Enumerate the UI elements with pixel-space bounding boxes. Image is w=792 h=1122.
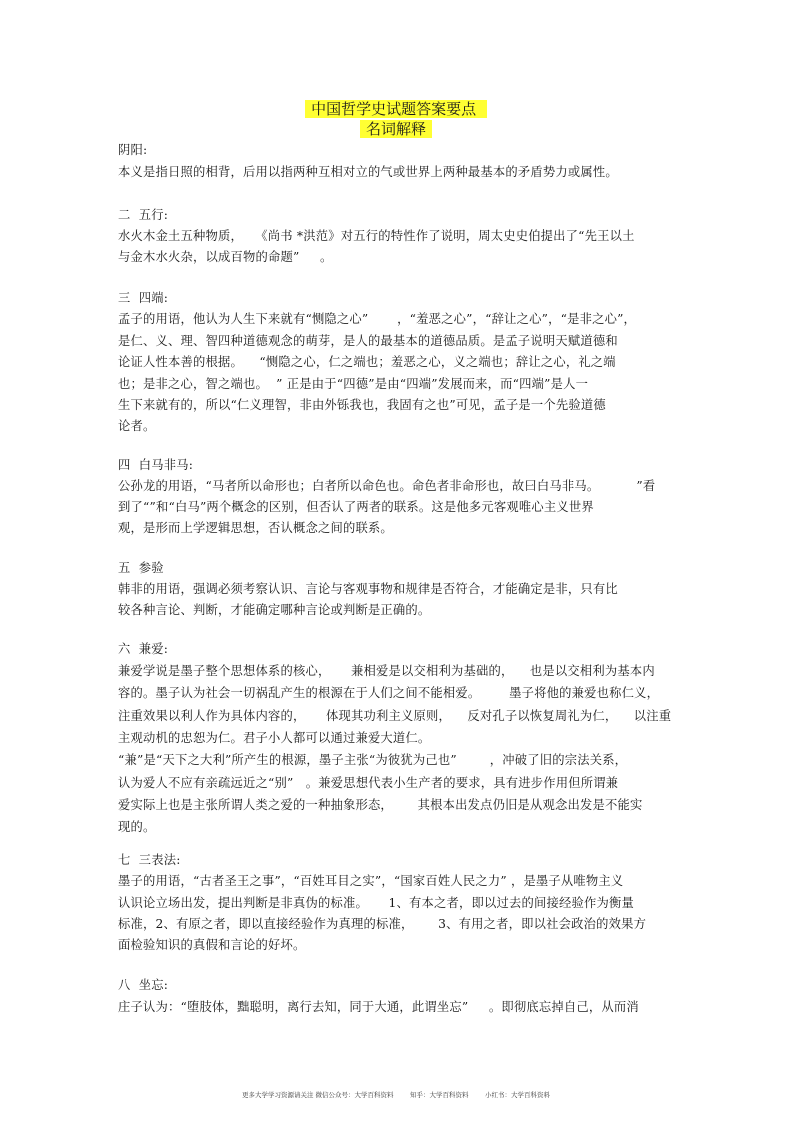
paragraph-line: 爱实际上也是主张所谓人类之爱的一种抽象形态， 其根本出发点仍旧是从观念出发是不能实 — [118, 798, 643, 812]
section-heading: 六 兼爱: — [118, 642, 169, 656]
paragraph-line: 是仁、义、理、智四种道德观念的萌芽，是人的最基本的道德品质。是孟子说明天赋道德和 — [118, 334, 618, 348]
paragraph-line: 与金木水火杂，以成百物的命题” 。 — [118, 250, 333, 264]
section-heading: 三 四端: — [118, 291, 169, 305]
paragraph-line: 论证人性本善的根据。 “恻隐之心，仁之端也；羞恶之心，义之端也；辞让之心，礼之端 — [118, 355, 616, 369]
paragraph-line: 主观动机的忠恕为仁。君子小人都可以通过兼爱大道仁。 — [118, 731, 431, 745]
paragraph-line: 认识论立场出发，提出判断是非真伪的标准。 1、有本之者，即以过去的间接经验作为衡量 — [118, 896, 634, 910]
paragraph-line: 较各种言论、判断，才能确定哪种言论或判断是正确的。 — [118, 603, 431, 617]
paragraph-line: 也；是非之心，智之端也。 ” 正是由于“四德”是由“四端”发展而来，而“四端”是人一 — [118, 377, 589, 391]
section-heading: 四 白马非马: — [118, 458, 194, 472]
page-footer: 更多大学学习资源请关注 微信公众号：大学百科资料 知乎：大学百科资料 小红书：大学百科资料 — [241, 1091, 551, 1099]
document-subtitle-wrap — [0, 118, 792, 139]
section-heading: 阴阳: — [118, 143, 148, 157]
paragraph-line: 论者。 — [118, 419, 156, 433]
paragraph-line: 墨子的用语，“古者圣王之事”，“百姓耳目之实”，“国家百姓人民之力” ，是墨子从唯物主义 — [118, 874, 624, 888]
paragraph-line: 本义是指日照的相背，后用以指两种互相对立的气或世界上两种最基本的矛盾势力或属性。 — [118, 165, 618, 179]
section-heading: 五 参验 — [118, 561, 164, 575]
paragraph-line: 标准，2、有原之者，即以直接经验作为真理的标准， 3、有用之者，即以社会政治的效果方 — [118, 917, 647, 931]
paragraph-line: 认为爱人不应有亲疏远近之“别” 。兼爱思想代表小生产者的要求，具有进步作用但所谓兼 — [118, 776, 619, 790]
document-subtitle: 名词解释 — [360, 120, 432, 138]
document-title: 中国哲学史试题答案要点 — [305, 100, 487, 118]
paragraph-line: 兼爱学说是墨子整个思想体系的核心， 兼相爱是以交相利为基础的， 也是以交相利为基本内 — [118, 664, 655, 678]
section-heading: 二 五行: — [118, 208, 169, 222]
paragraph-line: 到了“”和“白马”两个概念的区别，但否认了两者的联系。这是他多元客观唯心主义世界 — [118, 500, 594, 514]
paragraph-line: 孟子的用语，他认为人生下来就有“恻隐之心” ，“羞恶之心”，“辞让之心”，“是非之心”， — [118, 312, 637, 326]
paragraph-line: 公孙龙的用语，“马者所以命形也；白者所以命色也。命色者非命形也，故曰白马非马。 ”看 — [118, 479, 656, 493]
paragraph-line: 注重效果以利人作为具体内容的， 体现其功利主义原则， 反对孔子以恢复周礼为仁， 以注重 — [118, 709, 672, 723]
section-heading: 七 三表法: — [118, 853, 181, 867]
paragraph-line: 生下来就有的，所以“仁义理智，非由外铄我也，我固有之也”可见，孟子是一个先验道德 — [118, 398, 606, 412]
paragraph-line: “兼”是“天下之大利”所产生的根源，墨子主张“为彼犹为己也” ，冲破了旧的宗法关系， — [118, 753, 628, 767]
section-heading: 八 坐忘: — [118, 978, 169, 992]
paragraph-line: 观，是形而上学逻辑思想，否认概念之间的联系。 — [118, 521, 393, 535]
paragraph-line: 面检验知识的真假和言论的好坏。 — [118, 938, 306, 952]
paragraph-line: 水火木金土五种物质， 《尚书 *洪范》对五行的特性作了说明，周太史史伯提出了“先王以土 — [118, 229, 635, 243]
paragraph-line: 容的。墨子认为社会一切祸乱产生的根源在于人们之间不能相爱。 墨子将他的兼爱也称仁义， — [118, 686, 660, 700]
paragraph-line: 韩非的用语，强调必须考察认识、言论与客观事物和规律是否符合，才能确定是非，只有比 — [118, 582, 618, 596]
paragraph-line: 现的。 — [118, 820, 156, 834]
document-title-wrap — [0, 98, 792, 119]
paragraph-line: 庄子认为：“堕肢体，黜聪明，离行去知，同于大通，此谓坐忘” 。即彻底忘掉自己，从而消 — [118, 1000, 639, 1014]
